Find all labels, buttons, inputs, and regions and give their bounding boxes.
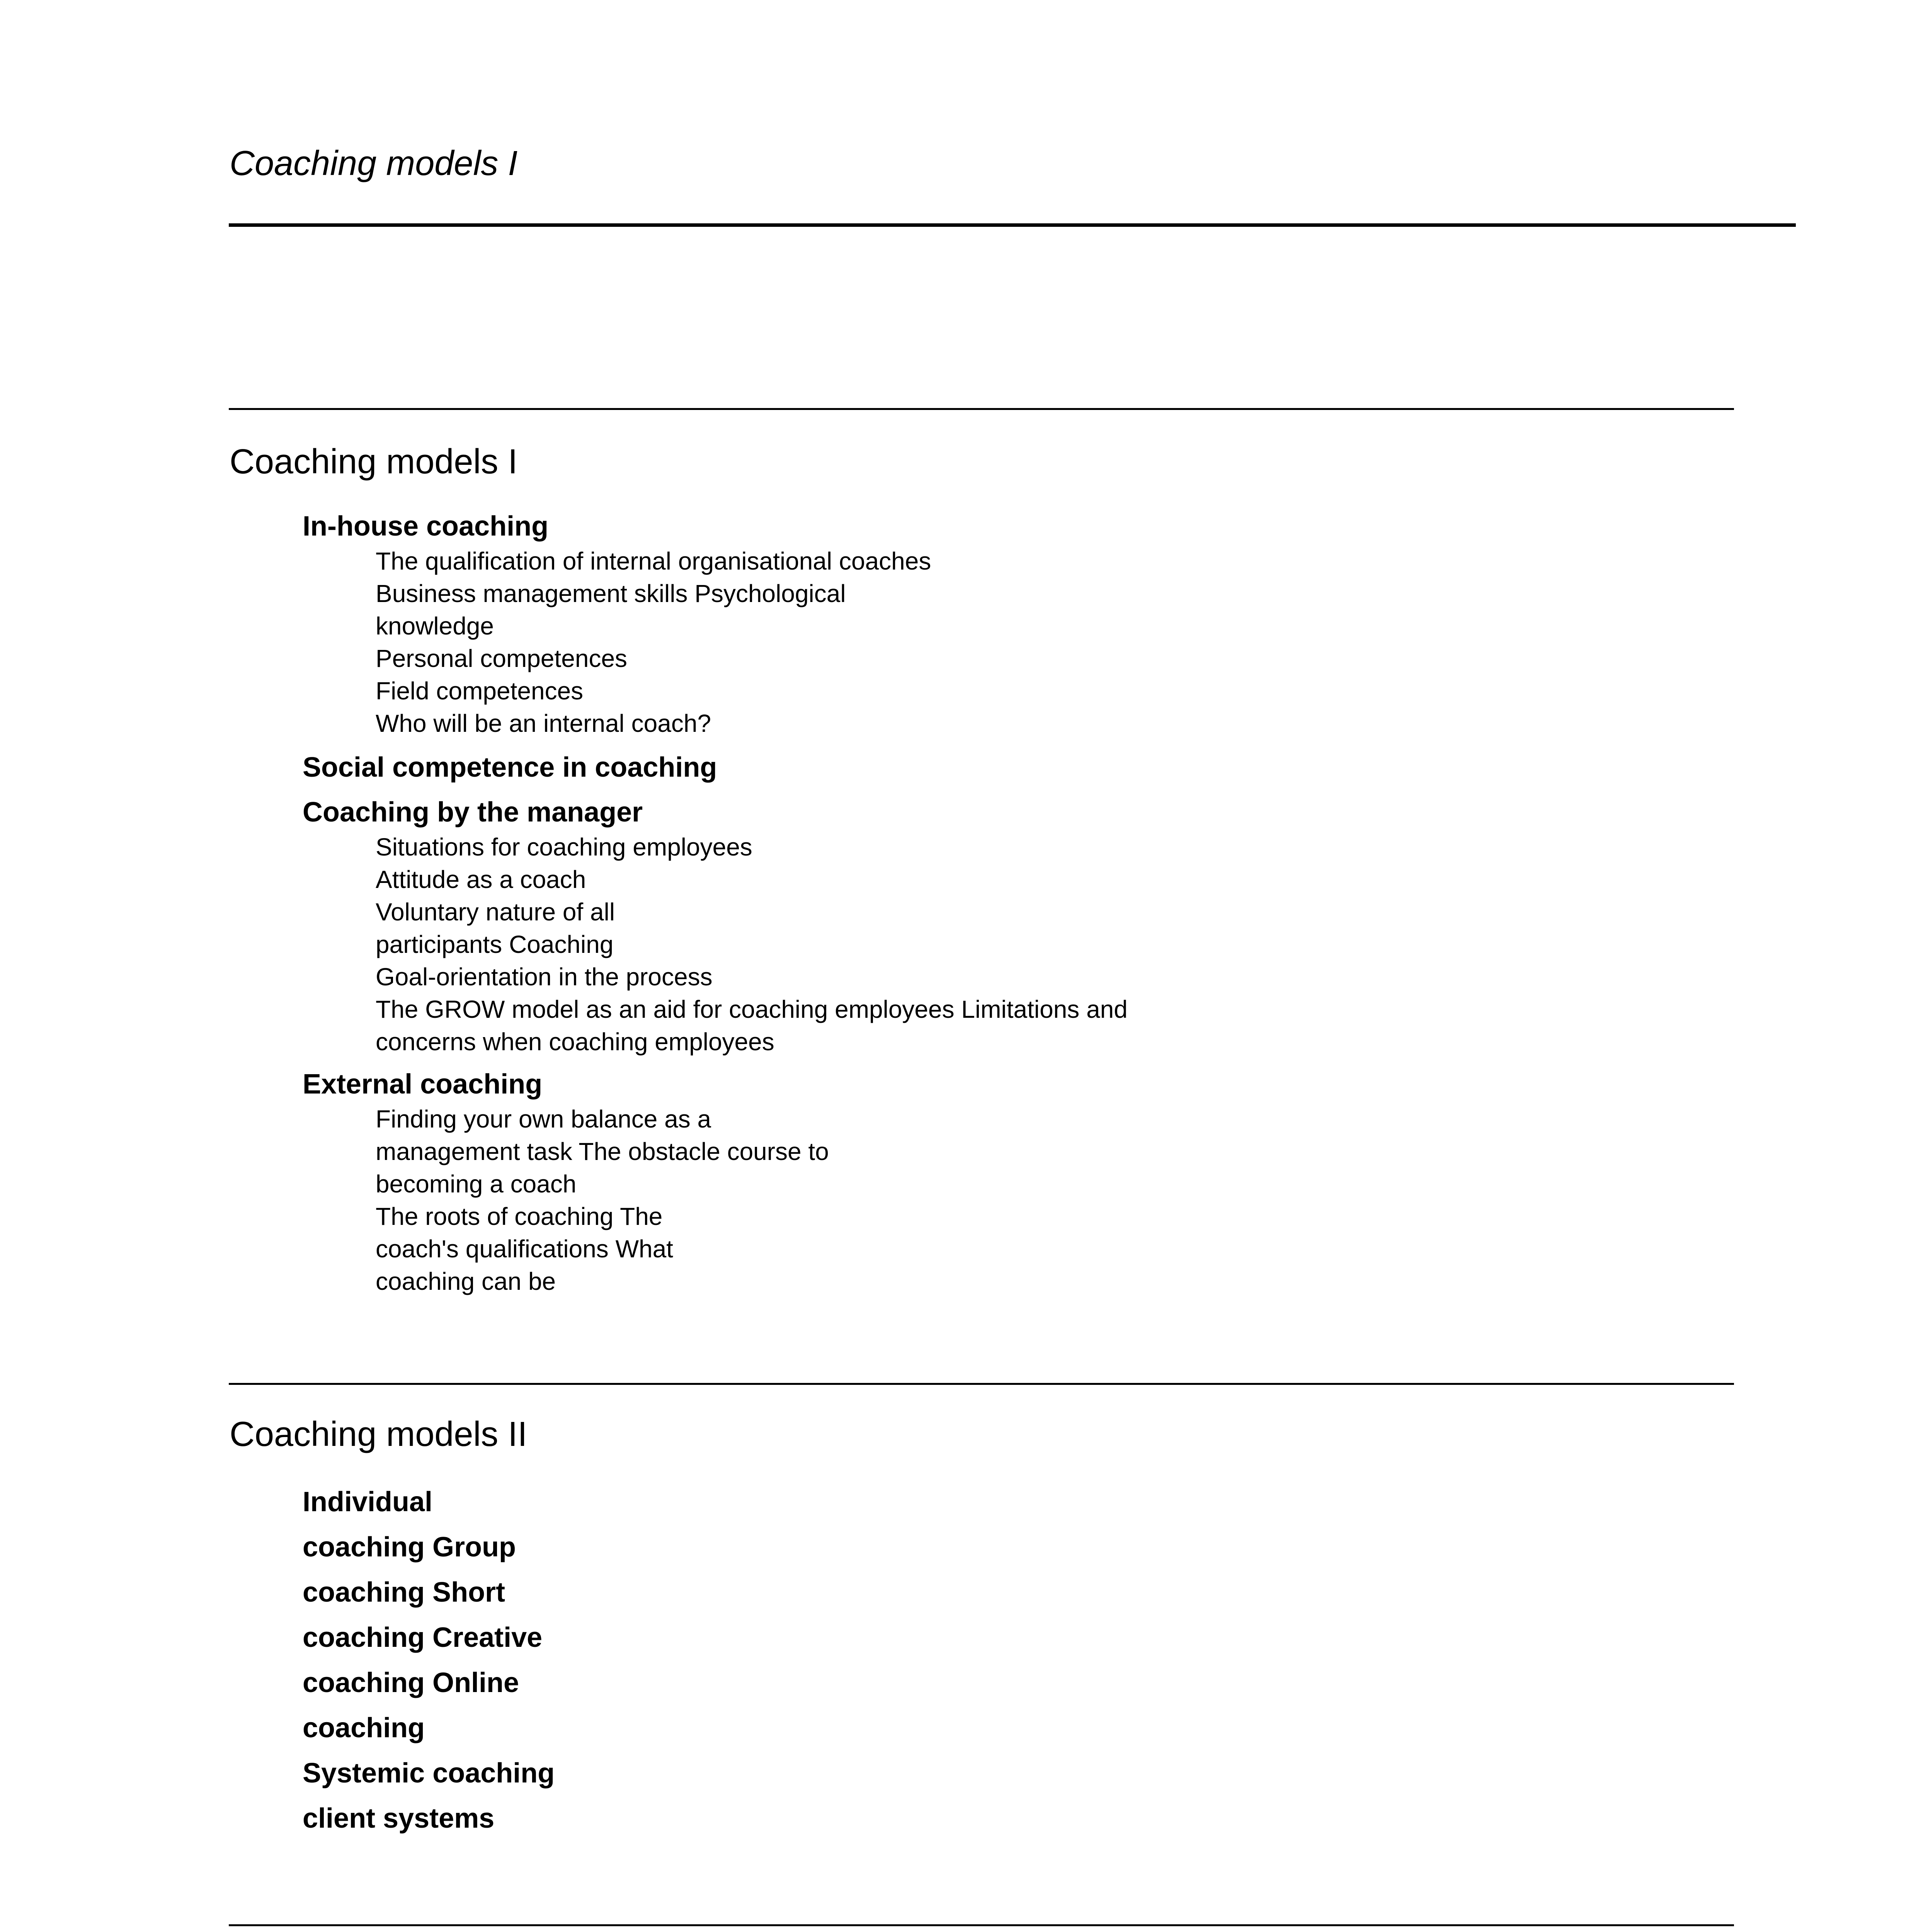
topic-title: Systemic coaching <box>303 1758 555 1789</box>
topic-title: coaching Creative <box>303 1622 543 1653</box>
subtopic-line: coach's qualifications What <box>376 1235 673 1263</box>
subtopic-line: becoming a coach <box>376 1170 577 1198</box>
subtopic-line: Goal-orientation in the process <box>376 963 713 991</box>
topic-title: coaching Short <box>303 1577 505 1608</box>
subtopic-line: Voluntary nature of all <box>376 898 615 926</box>
section-title: Coaching models I <box>230 442 518 481</box>
topic-title: coaching Online <box>303 1667 519 1698</box>
subtopic-line: management task The obstacle course to <box>376 1138 829 1165</box>
topic-group <box>303 508 1128 740</box>
topic-list <box>303 1480 555 1841</box>
subtopic-line: coaching can be <box>376 1267 556 1295</box>
header-rule <box>229 223 1796 227</box>
subtopic-line: Finding your own balance as a <box>376 1105 711 1133</box>
subtopic-line: Situations for coaching employees <box>376 833 752 861</box>
topic-title: Social competence in coaching <box>303 752 717 783</box>
subtopic-line: The qualification of internal organisational coaches <box>376 547 931 575</box>
topic-group <box>303 749 1128 786</box>
section-coaching-models-1 <box>230 444 1128 1298</box>
topic-title: client systems <box>303 1803 495 1834</box>
topic-title: coaching <box>303 1713 425 1743</box>
subtopic-list <box>376 545 1128 740</box>
subtopic-line: Attitude as a coach <box>376 866 586 893</box>
subtopic-line: concerns when coaching employees <box>376 1028 774 1056</box>
topic-title: coaching Group <box>303 1532 516 1563</box>
section-divider <box>229 1924 1734 1926</box>
section-divider <box>229 1383 1734 1385</box>
topic-list <box>303 508 1128 1298</box>
subtopic-line: Business management skills Psychological <box>376 580 846 607</box>
subtopic-line: Who will be an internal coach? <box>376 709 711 737</box>
subtopic-list <box>376 1103 1128 1298</box>
topic-title: External coaching <box>303 1069 543 1100</box>
subtopic-line: Personal competences <box>376 645 628 672</box>
topic-title: In-house coaching <box>303 511 549 542</box>
section-coaching-models-2 <box>230 1417 555 1841</box>
topic-group <box>303 1066 1128 1298</box>
running-title: Coaching models I <box>230 144 518 183</box>
subtopic-line: knowledge <box>376 612 494 640</box>
subtopic-line: participants Coaching <box>376 930 614 958</box>
subtopic-line: The roots of coaching The <box>376 1202 663 1230</box>
topic-title: Individual <box>303 1486 433 1517</box>
section-divider <box>229 408 1734 410</box>
subtopic-line: Field competences <box>376 677 584 705</box>
subtopic-line: The GROW model as an aid for coaching employees Limitations and <box>376 995 1128 1023</box>
section-title: Coaching models II <box>230 1415 527 1454</box>
topic-group <box>303 794 1128 1058</box>
subtopic-list <box>376 831 1128 1058</box>
topic-title: Coaching by the manager <box>303 797 643 828</box>
